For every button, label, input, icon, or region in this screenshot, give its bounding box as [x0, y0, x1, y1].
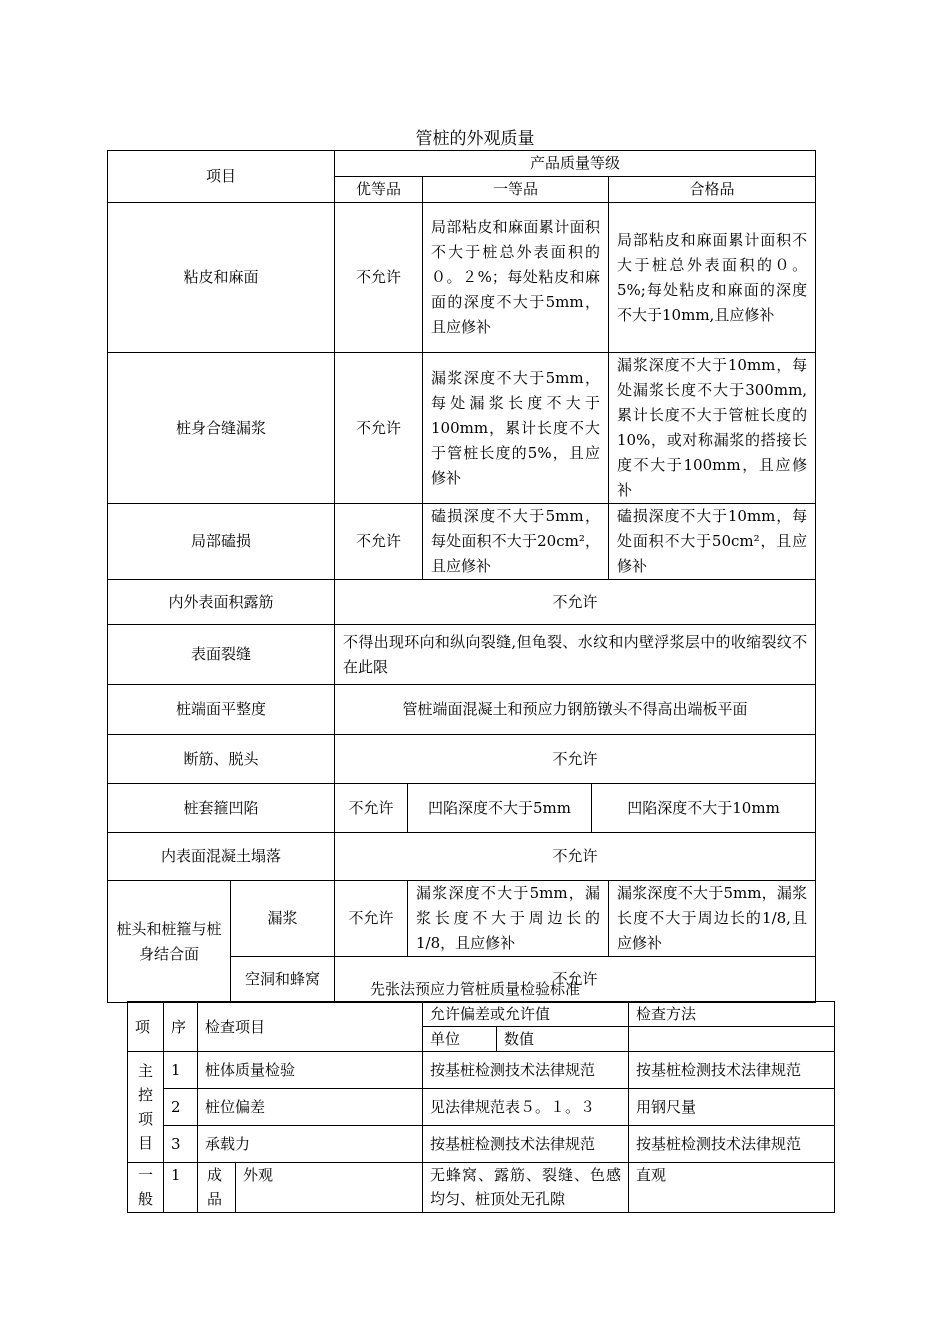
row-subitem: 空洞和蜂窝: [231, 957, 335, 1003]
header-value: 数值: [497, 1027, 629, 1052]
row-value: 不允许: [335, 580, 816, 625]
header-col1: 项: [128, 1002, 164, 1052]
header-col2: 序: [164, 1002, 198, 1052]
row-no: 1: [164, 1163, 198, 1213]
table2-title: 先张法预应力管桩质量检验标准: [369, 980, 580, 998]
row-excellent: 不允许: [335, 784, 408, 833]
row-tolerance: 按基桩检测技术法律规范: [423, 1052, 629, 1089]
row-first: 局部粘皮和麻面累计面积不大于桩总外表面积的０。２%；每处粘皮和麻面的深度不大于5mm，且应修补: [423, 203, 609, 353]
row-tolerance: 无蜂窝、露筋、裂缝、色感均匀、桩顶处无孔隙: [423, 1163, 629, 1213]
header-qualified: 合格品: [609, 177, 816, 203]
row-method: 用钢尺量: [629, 1089, 835, 1126]
row-value: 不得出现环向和纵向裂缝,但龟裂、水纹和内壁浮浆层中的收缩裂纹不在此限: [335, 625, 816, 685]
header-method-blank: [629, 1027, 835, 1052]
row-method: 按基桩检测技术法律规范: [629, 1126, 835, 1163]
appearance-quality-table: [107, 150, 816, 1003]
row-item: 断筋、脱头: [108, 735, 335, 784]
row-qualified: 磕损深度不大于10mm，每处面积不大于50cm²，且应修补: [609, 504, 816, 580]
row-first: 漏浆深度不大于5mm，漏浆长度不大于周边长的1/8，且应修补: [408, 881, 609, 957]
row-value: 不允许: [335, 833, 816, 881]
row-item: 桩端面平整度: [108, 685, 335, 735]
row-value: 管桩端面混凝土和预应力钢筋镦头不得高出端板平面: [335, 685, 816, 735]
header-excellent: 优等品: [335, 177, 423, 203]
row-excellent: 不允许: [335, 203, 423, 353]
row-excellent: 不允许: [335, 504, 423, 580]
header-unit: 单位: [423, 1027, 497, 1052]
row-check-item: 桩体质量检验: [198, 1052, 423, 1089]
row-first: 凹陷深度不大于5mm: [408, 784, 592, 833]
row-tolerance: 按基桩检测技术法律规范: [423, 1126, 629, 1163]
main-group-label: 主控项目: [128, 1052, 164, 1163]
header-method: 检查方法: [629, 1002, 835, 1027]
row-no: 2: [164, 1089, 198, 1126]
row-no: 3: [164, 1126, 198, 1163]
row-value: 不允许: [335, 957, 816, 1003]
pile-inspection-table: [127, 1001, 835, 1213]
row-method: 按基桩检测技术法律规范: [629, 1052, 835, 1089]
row-item: 表面裂缝: [108, 625, 335, 685]
row-check-item: 桩位偏差: [198, 1089, 423, 1126]
row-item: 桩头和桩箍与桩身结合面: [108, 881, 231, 1003]
row-item: 局部磕损: [108, 504, 335, 580]
row-check-item: 承载力: [198, 1126, 423, 1163]
row-subitem: 漏浆: [231, 881, 335, 957]
row-qualified: 漏浆深度不大于5mm，漏浆长度不大于周边长的1/8,且应修补: [609, 881, 816, 957]
header-check-item: 检查项目: [198, 1002, 423, 1052]
row-check-item: 外观: [236, 1163, 423, 1213]
row-item: 粘皮和麻面: [108, 203, 335, 353]
general-group-label: 一般: [128, 1163, 164, 1213]
row-method: 直观: [629, 1163, 835, 1213]
header-grade: 产品质量等级: [335, 151, 816, 177]
row-qualified: 漏浆深度不大于10mm，每处漏浆长度不大于300mm,累计长度不大于管桩长度的10%，或对称漏浆的搭接长度不大于100mm，且应修补: [609, 353, 816, 504]
row-qualified: 凹陷深度不大于10mm: [592, 784, 816, 833]
row-excellent: 不允许: [335, 353, 423, 504]
row-tolerance: 见法律规范表５。１。３: [423, 1089, 629, 1126]
row-excellent: 不允许: [335, 881, 408, 957]
header-first: 一等品: [423, 177, 609, 203]
row-first: 漏浆深度不大于5mm，每处漏浆长度不大于100mm，累计长度不大于管桩长度的5%，且应修补: [423, 353, 609, 504]
table1-title: 管桩的外观质量: [415, 129, 535, 149]
row-value: 不允许: [335, 735, 816, 784]
row-no: 1: [164, 1052, 198, 1089]
row-first: 磕损深度不大于5mm，每处面积不大于20cm²，且应修补: [423, 504, 609, 580]
header-item: 项目: [108, 151, 335, 203]
row-item: 内表面混凝土塌落: [108, 833, 335, 881]
row-qualified: 局部粘皮和麻面累计面积不大于桩总外表面积的０。5%;每处粘皮和麻面的深度不大于10mm,且应修补: [609, 203, 816, 353]
header-tolerance: 允许偏差或允许值: [423, 1002, 629, 1027]
row-item: 桩套箍凹陷: [108, 784, 335, 833]
row-sub-category: 成品: [198, 1163, 236, 1213]
row-item: 内外表面积露筋: [108, 580, 335, 625]
row-item: 桩身合缝漏浆: [108, 353, 335, 504]
